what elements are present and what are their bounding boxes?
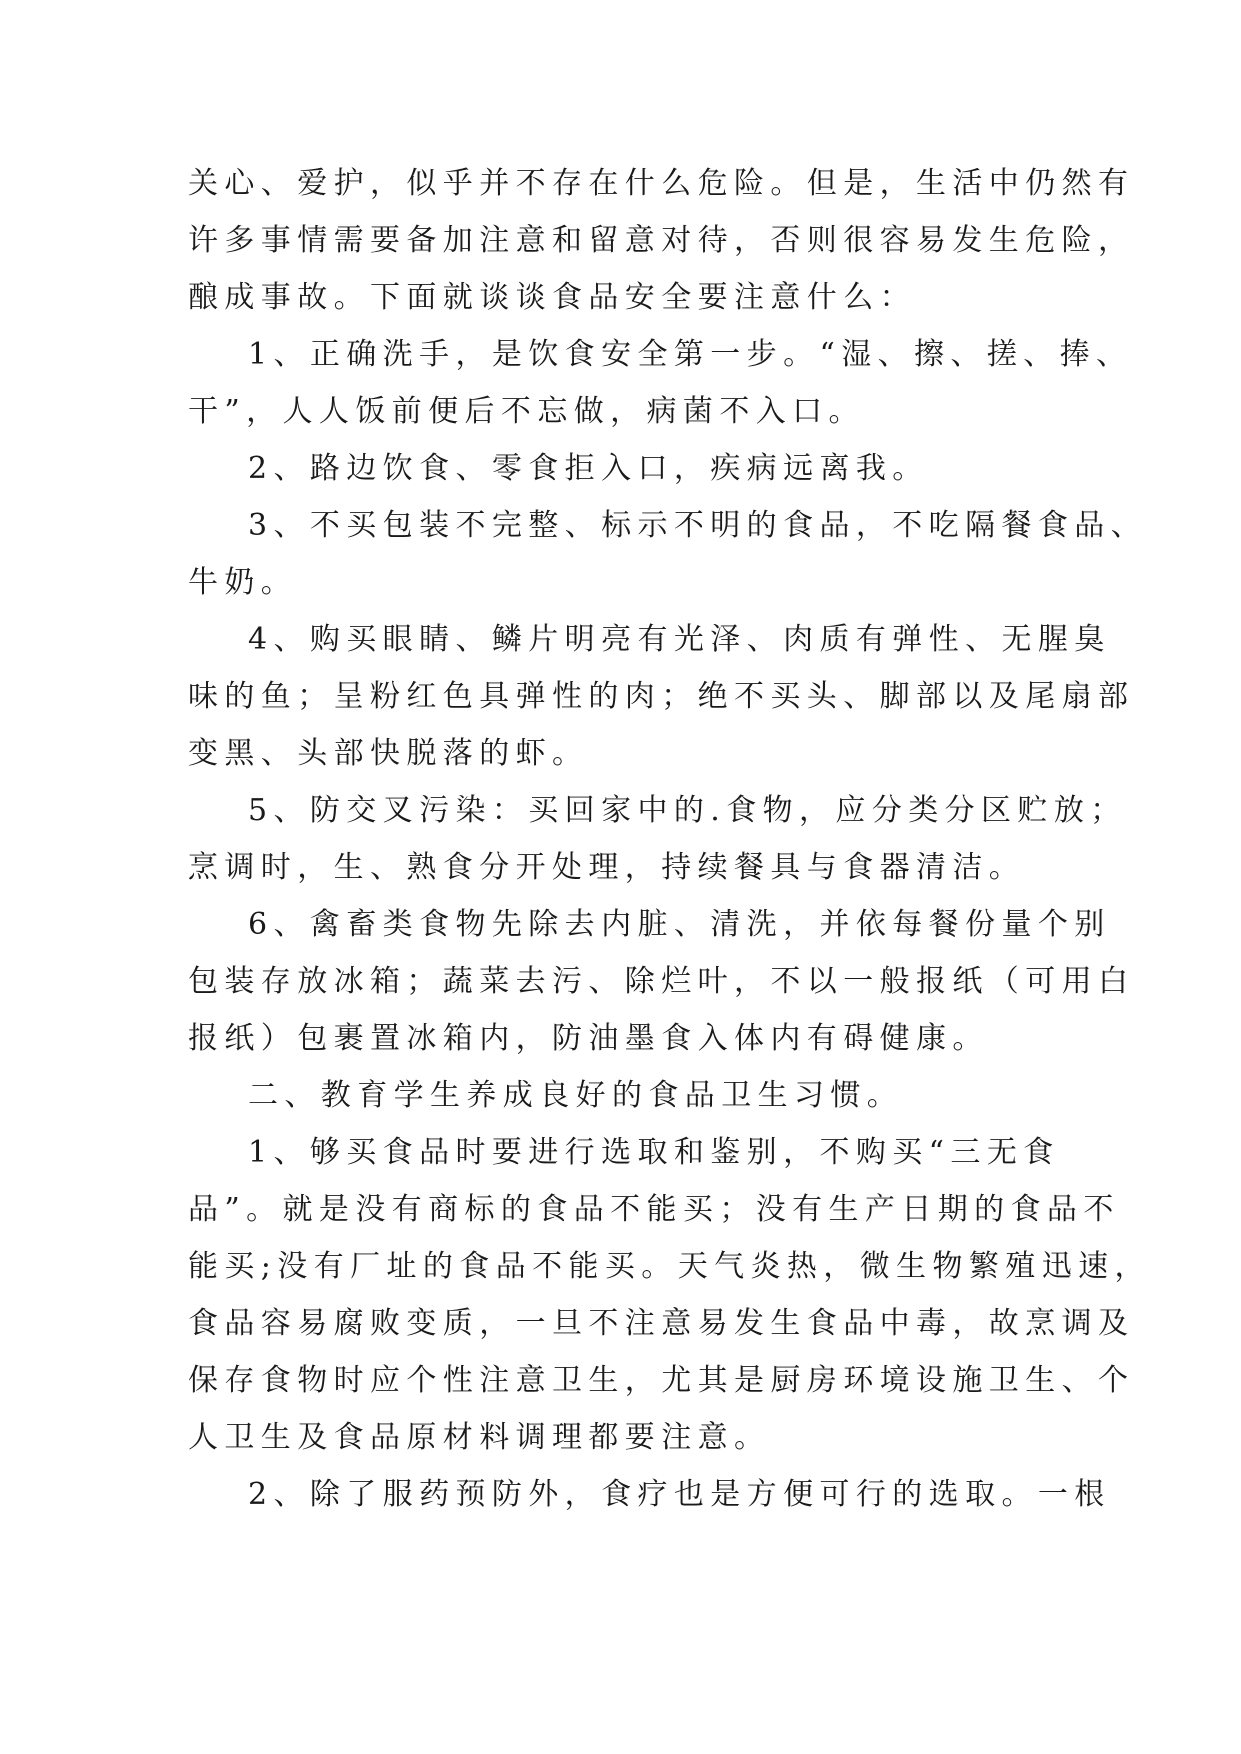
list-item-line: 5、防交叉污染：买回家中的.食物，应分类分区贮放； bbox=[248, 793, 1127, 828]
text-line: 报纸）包裹置冰箱内，防油墨食入体内有碍健康。 bbox=[188, 1021, 989, 1056]
section-heading-line: 二、教育学生养成良好的食品卫生习惯。 bbox=[248, 1078, 904, 1113]
text-line: 保存食物时应个性注意卫生，尤其是厨房环境设施卫生、个 bbox=[188, 1363, 1135, 1398]
text-line: 酿成事故。下面就谈谈食品安全要注意什么： bbox=[188, 280, 916, 315]
text-line: 能买;没有厂址的食品不能买。天气炎热，微生物繁殖迅速， bbox=[188, 1249, 1151, 1284]
text-line: 包装存放冰箱；蔬菜去污、除烂叶，不以一般报纸（可用白 bbox=[188, 964, 1135, 999]
list-item-line: 1、正确洗手，是饮食安全第一步。“湿、擦、搓、捧、 bbox=[248, 337, 1133, 372]
list-item-line: 3、不买包装不完整、标示不明的食品，不吃隔餐食品、 bbox=[248, 508, 1148, 543]
list-item-line: 2、除了服药预防外，食疗也是方便可行的选取。一根 bbox=[248, 1477, 1111, 1512]
text-line: 烹调时，生、熟食分开处理，持续餐具与食器清洁。 bbox=[188, 850, 1026, 885]
text-line: 味的鱼；呈粉红色具弹性的肉；绝不买头、脚部以及尾扇部 bbox=[188, 679, 1135, 714]
text-line: 干”，人人饭前便后不忘做，病菌不入口。 bbox=[188, 394, 865, 429]
text-line: 变黑、头部快脱落的虾。 bbox=[188, 736, 589, 771]
list-item-line: 2、路边饮食、零食拒入口，疾病远离我。 bbox=[248, 451, 929, 486]
text-line: 关心、爱护，似乎并不存在什么危险。但是，生活中仍然有 bbox=[188, 166, 1135, 201]
text-line: 食品容易腐败变质，一旦不注意易发生食品中毒，故烹调及 bbox=[188, 1306, 1135, 1341]
text-line: 人卫生及食品原材料调理都要注意。 bbox=[188, 1420, 771, 1455]
list-item-line: 6、禽畜类食物先除去内脏、清洗，并依每餐份量个别 bbox=[248, 907, 1111, 942]
text-line: 许多事情需要备加注意和留意对待，否则很容易发生危险， bbox=[188, 223, 1135, 258]
text-line: 品”。就是没有商标的食品不能买；没有生产日期的食品不 bbox=[188, 1192, 1120, 1227]
text-line: 牛奶。 bbox=[188, 565, 298, 600]
list-item-line: 4、购买眼睛、鳞片明亮有光泽、肉质有弹性、无腥臭 bbox=[248, 622, 1111, 657]
list-item-line: 1、够买食品时要进行选取和鉴别，不购买“三无食 bbox=[248, 1135, 1060, 1170]
